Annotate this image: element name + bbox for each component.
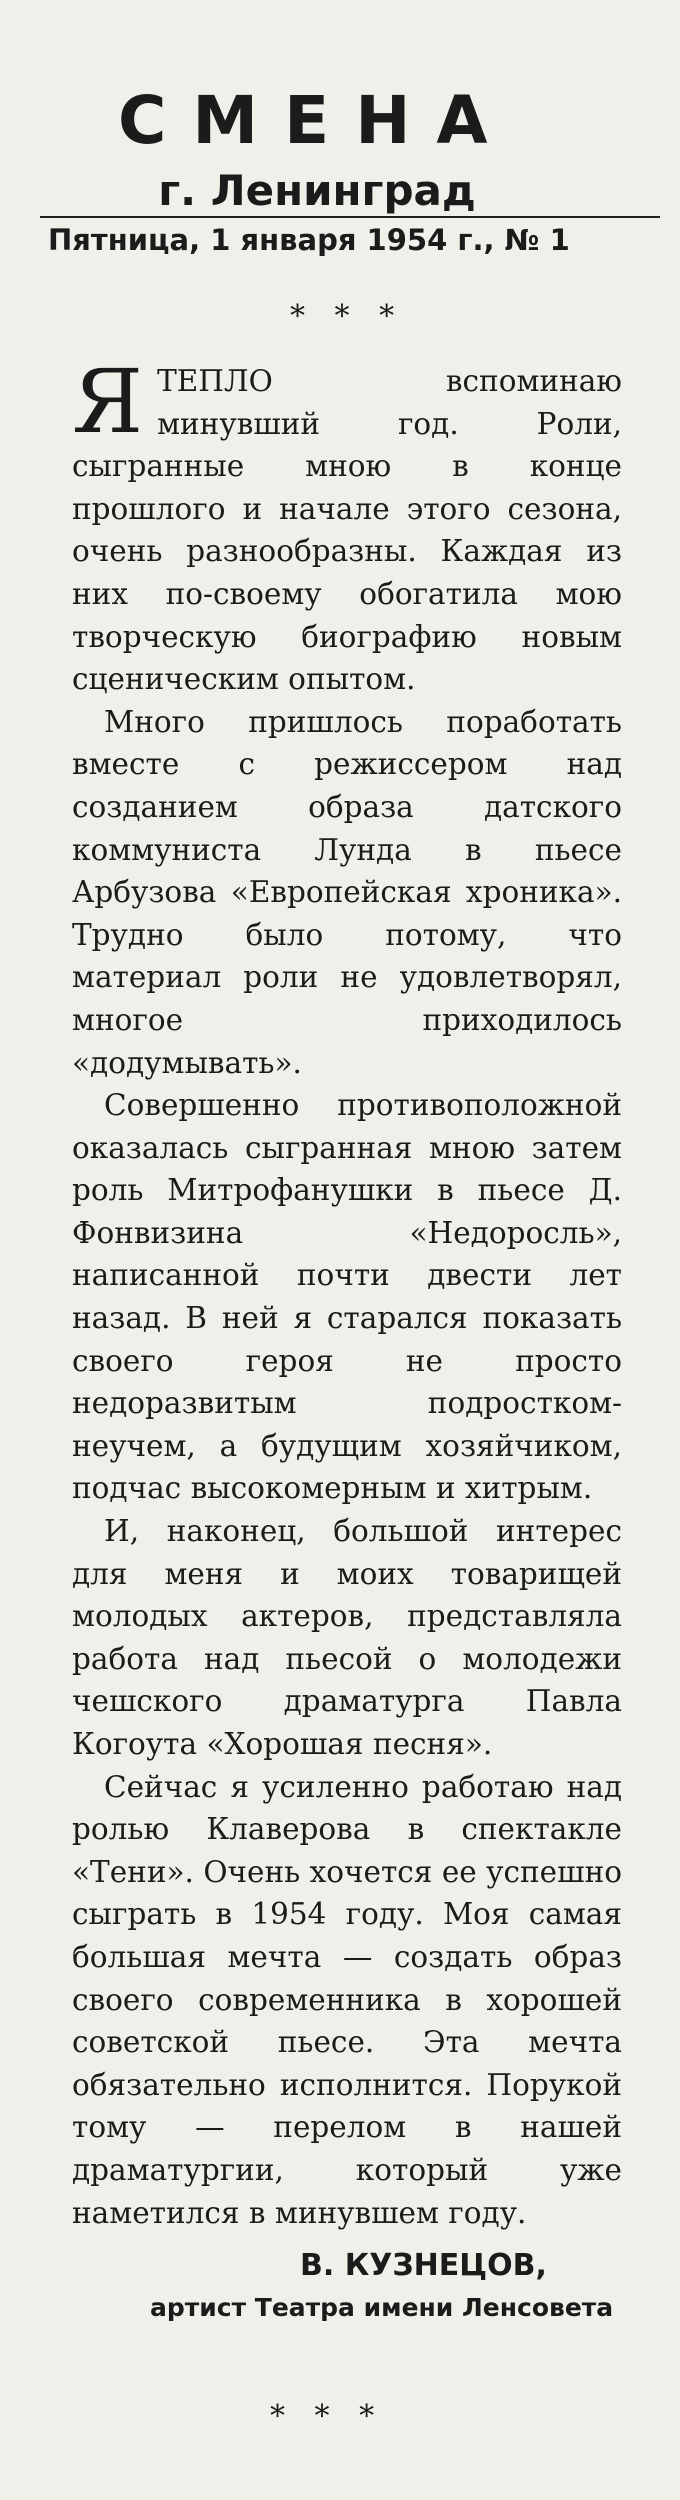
dropcap: Я bbox=[72, 350, 144, 453]
city-line: г. Ленинград bbox=[158, 166, 476, 215]
author-affiliation: артист Театра имени Ленсовета bbox=[150, 2293, 614, 2322]
newspaper-title: СМЕНА bbox=[118, 82, 514, 159]
masthead-rule bbox=[40, 216, 660, 218]
article-body bbox=[72, 350, 622, 2234]
dateline: Пятница, 1 января 1954 г., № 1 bbox=[48, 223, 570, 257]
paragraph-4: И, наконец, большой интерес для меня и моих товарищей молодых актеров, представляла работа над пьесой о молодежи чешского драматурга Павла Когоута «Хорошая песня». bbox=[72, 1514, 622, 1761]
ornament-bottom: * * * bbox=[270, 2399, 385, 2434]
paragraph-5: Сейчас я усиленно работаю над ролью Клаверова в спектакле «Тени». Очень хочется ее успешно сыграть в 1954 году. Моя самая большая мечта — создать образ своего современника в хорошей советской пьесе. Эта мечта обязательно исполнится. Порукой тому — перелом в нашей драматургии, который уже наметился в минувшем году. bbox=[72, 1769, 622, 2230]
paragraph-1 bbox=[72, 350, 622, 701]
paragraph-3: Совершенно противоположной оказалась сыгранная мною затем роль Митрофанушки в пьесе Д. Фонвизина «Недоросль», написанной почти двести лет назад. В ней я старался показать своего героя не просто недоразвитым подростком-неучем, а будущим хозяйчиком, подчас высокомерным и хитрым. bbox=[72, 1088, 622, 1506]
paragraph-1-text: ТЕПЛО вспоминаю минувший год. Роли, сыгранные мною в конце прошлого и начале этого сезона, очень разнообразны. Каждая из них по-своему обогатила мою творческую биографию новым сценическим опытом. bbox=[72, 364, 622, 697]
author-name: В. КУЗНЕЦОВ, bbox=[300, 2248, 547, 2283]
ornament-top: * * * bbox=[290, 299, 405, 334]
paragraph-2: Много пришлось поработать вместе с режиссером над созданием образа датского коммуниста Лунда в пьесе Арбузова «Европейская хроника». Трудно было потому, что материал роли не удовлетворял, многое приходилось «додумывать». bbox=[72, 704, 622, 1080]
